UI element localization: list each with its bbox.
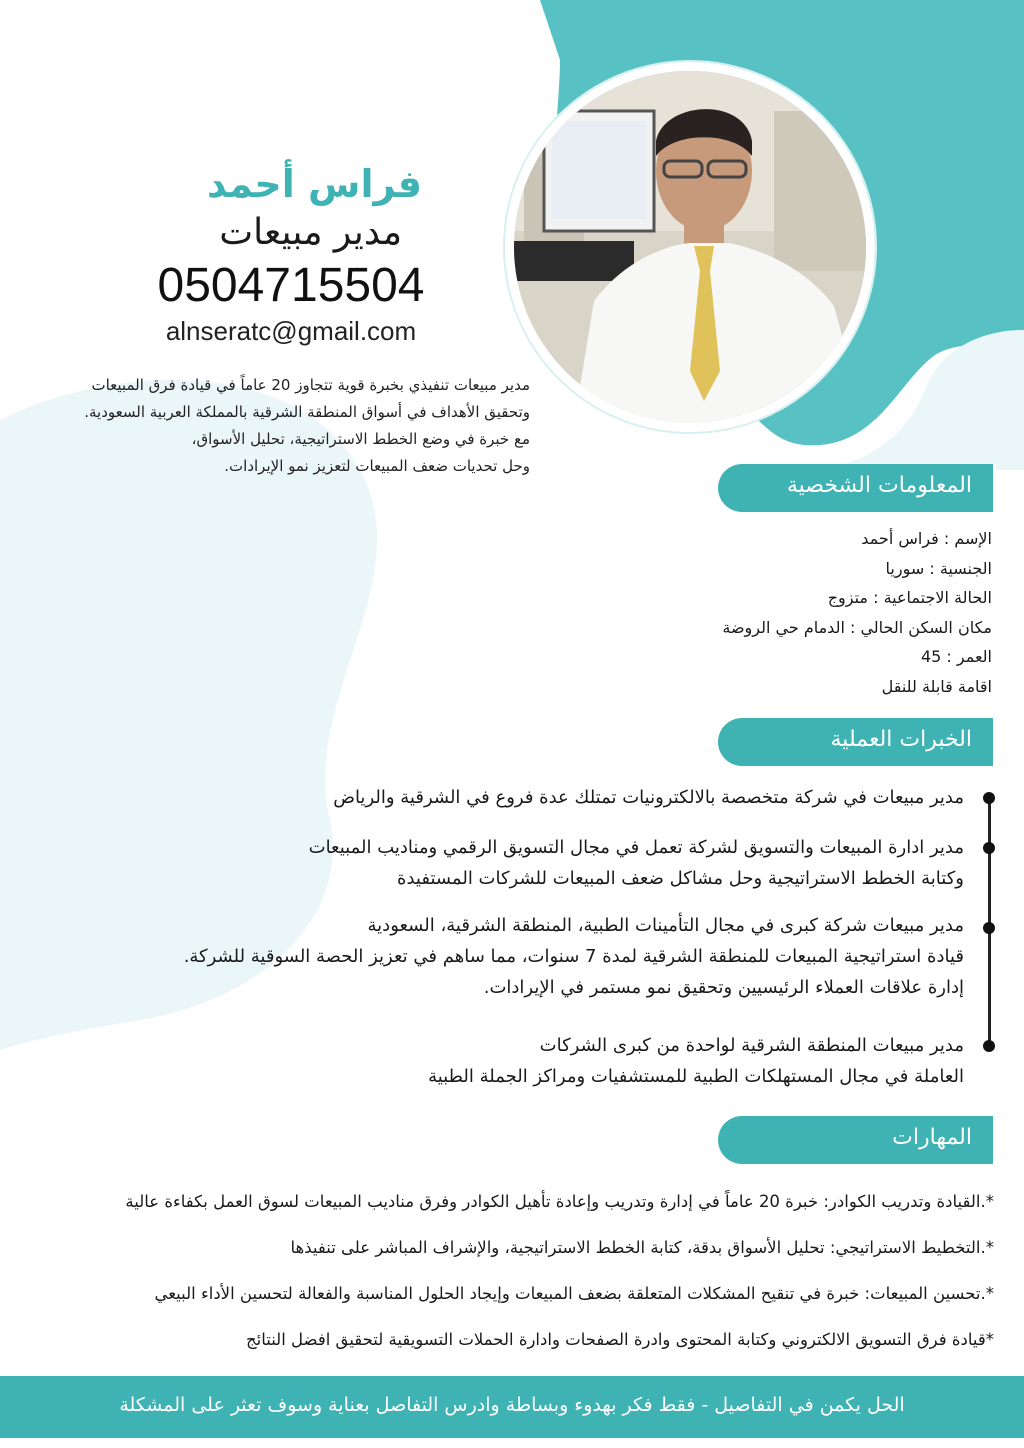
section-skills: [718, 1116, 996, 1164]
experience-line: مدير مبيعات في شركة متخصصة بالالكترونيات تمتلك عدة فروع في الشرقية والرياض: [333, 787, 964, 808]
info-line: العمر : 45: [920, 647, 992, 667]
info-line: الحالة الاجتماعية : متزوج: [827, 588, 992, 608]
section-title: المعلومات الشخصية: [786, 473, 972, 498]
section-accent-bar: [988, 718, 996, 766]
footer-banner: [0, 1376, 1024, 1438]
skill-item: *.القيادة وتدريب الكوادر: خبرة 20 عاماً في إدارة وتدريب وإعادة تأهيل الكوادر وفرق مناديب المبيعات لسوق العمل بكفاءة عالية: [125, 1192, 994, 1211]
experience-line: قيادة استراتيجية المبيعات للمنطقة الشرقية لمدة 7 سنوات، مما ساهم في تعزيز الحصة السوقية للشركة.: [183, 946, 964, 967]
section-title: الخبرات العملية: [830, 727, 972, 752]
section-experience: [718, 718, 996, 766]
timeline-dot: [983, 1040, 995, 1052]
section-personal-info: [718, 464, 996, 512]
experience-line: إدارة علاقات العملاء الرئيسيين وتحقيق نمو مستمر في الإيرادات.: [483, 977, 964, 998]
phone-number: 0504715504: [157, 259, 425, 312]
profile-photo: [505, 62, 875, 432]
timeline-dot: [983, 842, 995, 854]
section-title: المهارات: [892, 1125, 972, 1150]
job-title: مدير مبيعات: [219, 212, 402, 253]
skills-list: [34, 1184, 994, 1368]
timeline-dot: [983, 792, 995, 804]
skill-item: *قيادة فرق التسويق الالكتروني وكتابة المحتوى وادرة الصفحات وادارة الحملات التسويقية لتحقيق افضل النتائج: [245, 1330, 994, 1349]
timeline-dot: [983, 922, 995, 934]
info-line: الجنسية : سوريا: [885, 558, 992, 578]
skill-item: *.تحسين المبيعات: خبرة في تنقيح المشكلات المتعلقة بضعف المبيعات وإيجاد الحلول المناسبة والفعالة لتحسين الأداء البيعي: [154, 1284, 994, 1303]
experience-line: مدير ادارة المبيعات والتسويق لشركة تعمل في مجال التسويق الرقمي ومناديب المبيعات: [308, 837, 964, 858]
skill-item: *.التخطيط الاستراتيجي: تحليل الأسواق بدقة، كتابة الخطط الاستراتيجية، والإشراف المباشر على تنفيذها: [290, 1238, 994, 1257]
experience-line: مدير مبيعات شركة كبرى في مجال التأمينات الطبية، المنطقة الشرقية، السعودية: [367, 915, 964, 936]
info-line: اقامة قابلة للنقل: [881, 676, 992, 696]
experience-item: [64, 782, 964, 813]
summary-line: مدير مبيعات تنفيذي بخبرة قوية تتجاوز 20 عاماً في قيادة فرق المبيعات: [91, 376, 530, 394]
personal-info-list: [592, 524, 992, 702]
summary-line: وتحقيق الأهداف في أسواق المنطقة الشرقية بالمملكة العربية السعودية.: [84, 403, 530, 421]
profile-summary: [40, 372, 530, 480]
experience-line: العاملة في مجال المستهلكات الطبية للمستشفيات ومراكز الجملة الطبية: [428, 1066, 964, 1087]
section-accent-bar: [988, 464, 996, 512]
experience-item: [64, 1030, 964, 1092]
summary-line: مع خبرة في وضع الخطط الاستراتيجية، تحليل الأسواق،: [191, 430, 530, 448]
summary-line: وحل تحديات ضعف المبيعات لتعزيز نمو الإيرادات.: [224, 457, 530, 475]
experience-item: [64, 910, 964, 1003]
footer-quote: الحل يكمن في التفاصيل - فقط فكر بهدوء وبساطة وادرس التفاصل بعناية وسوف تعثر على المشكلة: [119, 1394, 905, 1416]
experience-line: مدير مبيعات المنطقة الشرقية لواحدة من كبرى الشركات: [539, 1035, 964, 1056]
candidate-name: فراس أحمد: [206, 162, 422, 206]
experience-line: وكتابة الخطط الاستراتيجية وحل مشاكل ضعف المبيعات للشركات المستفيدة: [397, 868, 964, 889]
section-accent-bar: [988, 1116, 996, 1164]
experience-item: [64, 832, 964, 894]
info-line: الإسم : فراس أحمد: [861, 529, 992, 548]
info-line: مكان السكن الحالي : الدمام حي الروضة: [722, 617, 992, 637]
email-address: alnseratc@gmail.com: [165, 316, 417, 346]
